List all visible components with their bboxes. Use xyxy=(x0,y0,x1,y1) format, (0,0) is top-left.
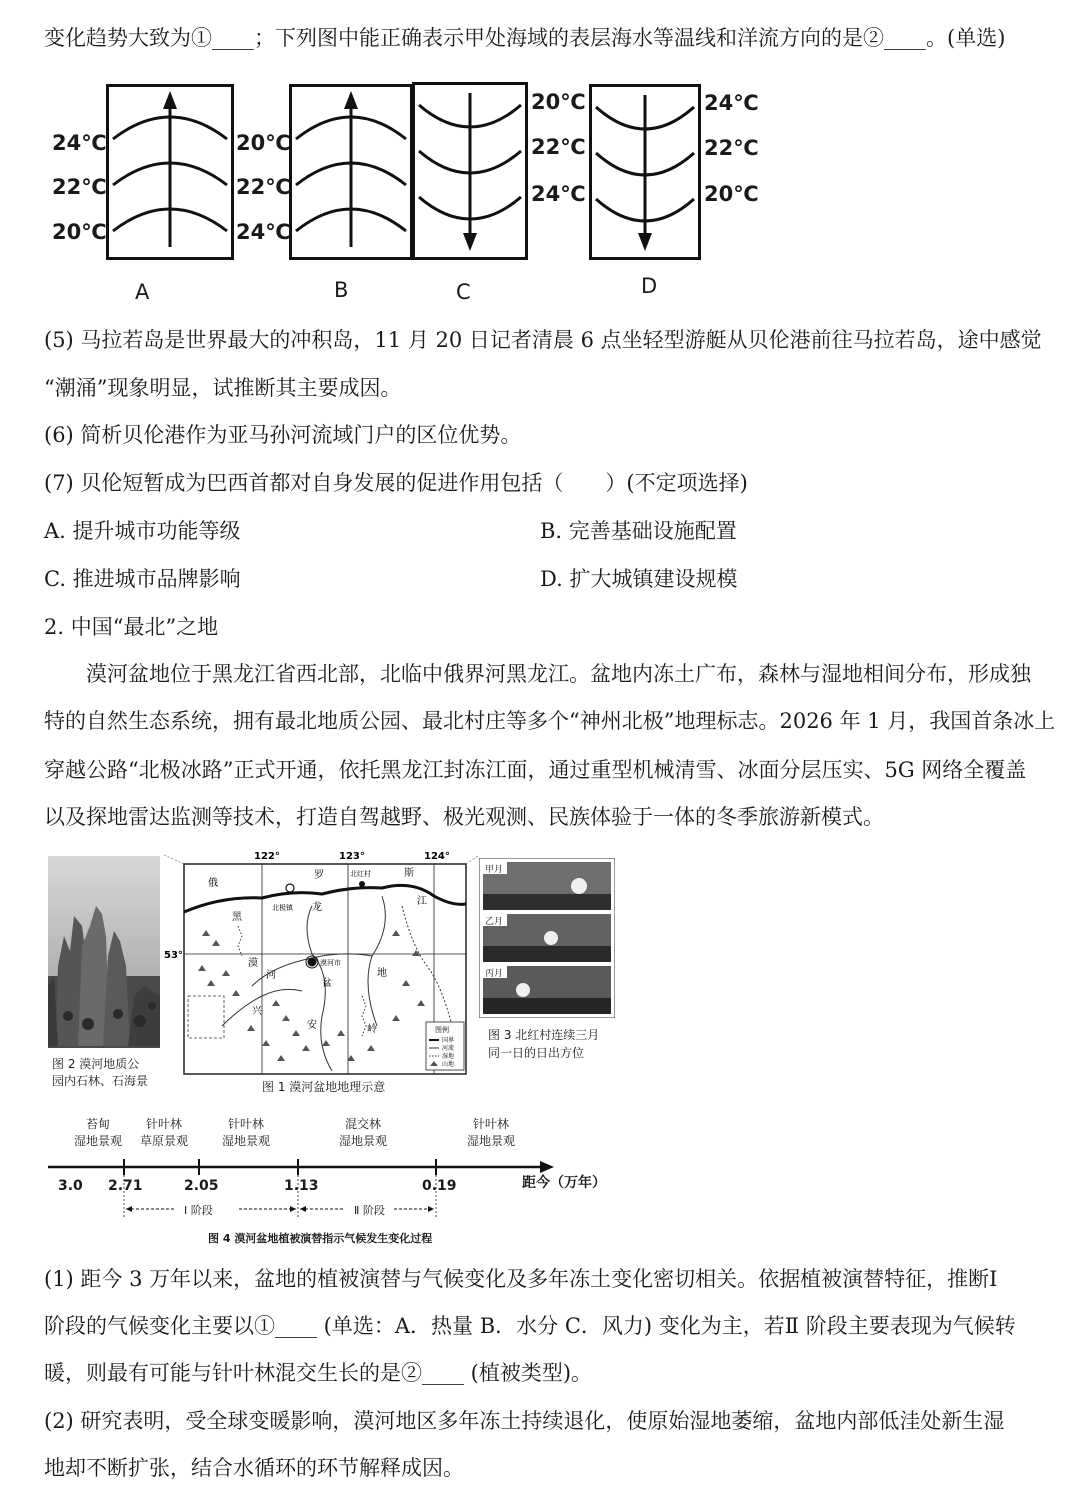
map-char-mo: 漠 xyxy=(248,958,258,969)
diagram-a-letter: A xyxy=(135,280,150,304)
diagram-b-label-3: 24℃ xyxy=(236,220,291,244)
map-char-di: 地 xyxy=(377,968,387,979)
map-legend-item-3: 湿地 xyxy=(442,1053,455,1060)
map-char-ling: 岭 xyxy=(367,1024,377,1035)
map-legend-item-2: 河流 xyxy=(442,1045,455,1052)
map-char-long: 龙 xyxy=(312,902,322,913)
fig1-caption: 图 1 漠河盆地地理示意 xyxy=(262,1080,386,1094)
sub-question-1-line-2: 阶段的气候变化主要以①____ (单选：A．热量 B．水分 C．风力) 变化为主，若Ⅱ 阶段主要表现为气候转 xyxy=(44,1314,1016,1338)
map-char-luo: 罗 xyxy=(314,870,324,881)
map-char-hei: 黑 xyxy=(232,912,242,923)
map-char-he: 河 xyxy=(266,970,276,981)
stage-1-l1: 苔甸 xyxy=(85,1117,110,1131)
question-line-1: 变化趋势大致为①____；下列图中能正确表示甲处海域的表层海水等温线和洋流方向的是②____。(单选) xyxy=(44,26,1006,50)
diagram-c-letter: C xyxy=(456,280,471,304)
diagram-a xyxy=(106,84,234,260)
tick-0-19: 0.19 xyxy=(422,1178,457,1194)
diagram-d-label-3: 20℃ xyxy=(704,182,759,206)
map-beihong-village: 北红村 xyxy=(350,870,371,878)
diagram-c-label-2: 22℃ xyxy=(531,135,586,159)
stone-forest-photo xyxy=(48,856,160,1048)
map-char-xing: 兴 xyxy=(252,1006,262,1017)
tick-2-05: 2.05 xyxy=(184,1178,219,1194)
mohe-basin-map xyxy=(162,846,478,1094)
diagram-d-letter: D xyxy=(641,274,658,298)
map-char-jiang: 江 xyxy=(417,896,427,907)
stage-2-l2: 草原景观 xyxy=(139,1134,188,1148)
option-c: C. 推进城市品牌影响 xyxy=(44,567,241,591)
diagram-b xyxy=(289,84,413,260)
map-char-pen: 盆 xyxy=(322,978,332,989)
sub-question-1-line-1: (1) 距今 3 万年以来，盆地的植被演替与气候变化及多年冻土变化密切相关。依据植被演替特征，推断Ⅰ xyxy=(44,1267,998,1291)
diagram-a-label-2: 22℃ xyxy=(52,175,107,199)
map-lon-124: 124° xyxy=(424,851,450,862)
diagram-c xyxy=(412,82,528,260)
map-char-e: 俄 xyxy=(208,878,218,889)
passage-line-1: 漠河盆地位于黑龙江省西北部，北临中俄界河黑龙江。盆地内冻土广布，森林与湿地相间分布，形成独 xyxy=(86,662,1031,686)
photo-label-yi: 乙月 xyxy=(485,917,504,927)
question-6: (6) 简析贝伦港作为亚马孙河流域门户的区位优势。 xyxy=(44,423,522,447)
diagram-d-label-2: 22℃ xyxy=(704,136,759,160)
diagram-b-label-1: 20℃ xyxy=(236,131,291,155)
stage-4-l1: 混交林 xyxy=(344,1117,381,1131)
map-lat-53: 53° xyxy=(164,950,183,961)
stage-5-l2: 湿地景观 xyxy=(466,1134,515,1148)
stage-1-l2: 湿地景观 xyxy=(73,1134,122,1148)
diagram-b-letter: B xyxy=(334,278,349,302)
passage-line-2: 特的自然生态系统，拥有最北地质公园、最北村庄等多个“神州北极”地理标志。2026 年 1 月，我国首条冰上 xyxy=(44,709,1056,733)
stage-2 xyxy=(134,1116,194,1150)
stage-1 xyxy=(68,1116,128,1150)
stage-3 xyxy=(216,1116,276,1150)
map-lon-122: 122° xyxy=(254,851,280,862)
question-7: (7) 贝伦短暂成为巴西首都对自身发展的促进作用包括（ ）(不定项选择) xyxy=(44,471,748,495)
stage-5 xyxy=(460,1116,522,1150)
option-d: D. 扩大城镇建设规模 xyxy=(540,567,738,591)
tick-1-13: 1.13 xyxy=(284,1178,319,1194)
fig2-caption-line-1: 图 2 漠河地质公 xyxy=(52,1057,140,1071)
phase-1-label: Ⅰ 阶段 xyxy=(184,1204,213,1217)
map-char-an: 安 xyxy=(307,1020,317,1031)
sunrise-photo-panel xyxy=(479,858,615,1018)
diagram-d xyxy=(589,84,701,260)
timeline-unit: 距今（万年） xyxy=(522,1175,606,1191)
stage-3-l1: 针叶林 xyxy=(227,1117,264,1131)
photo-label-bing: 丙月 xyxy=(485,969,504,979)
fig3-caption-line-2: 同一日的日出方位 xyxy=(488,1046,585,1060)
map-beiji-town: 北极镇 xyxy=(272,904,293,912)
sub-question-1-line-3: 暖，则最有可能与针叶林混交生长的是②____ (植被类型)。 xyxy=(44,1361,593,1385)
section-2-heading: 2. 中国“最北”之地 xyxy=(44,615,219,639)
fig3-caption xyxy=(488,1026,599,1062)
sunrise-photos xyxy=(479,858,615,1018)
stage-4-l2: 湿地景观 xyxy=(338,1134,387,1148)
sub-question-2-line-1: (2) 研究表明，受全球变暖影响，漠河地区多年冻土持续退化，使原始湿地萎缩，盆地内部低洼处新生湿 xyxy=(44,1409,1005,1433)
map-mohe-city: 漠河市 xyxy=(320,959,341,967)
option-a: A. 提升城市功能等级 xyxy=(44,519,241,543)
fig4-caption: 图 4 漠河盆地植被演替指示气候发生变化过程 xyxy=(208,1232,433,1245)
fig2-caption-line-2: 园内石林、石海景 xyxy=(52,1074,149,1088)
map-char-si: 斯 xyxy=(404,868,414,879)
map-legend-item-4: 山地 xyxy=(442,1061,455,1068)
photo-label-jia: 甲月 xyxy=(485,865,504,875)
diagram-c-label-3: 24℃ xyxy=(531,182,586,206)
sub-question-2-line-2: 地却不断扩张，结合水循环的环节解释成因。 xyxy=(44,1456,464,1480)
fig3-caption-line-1: 图 3 北红村连续三月 xyxy=(488,1028,600,1042)
question-5-line-1: (5) 马拉若岛是世界最大的冲积岛，11 月 20 日记者清晨 6 点坐轻型游艇从贝伦港前往马拉若岛，途中感觉 xyxy=(44,328,1042,352)
map-legend-title: 图例 xyxy=(435,1026,449,1034)
passage-line-4: 以及探地雷达监测等技术，打造自驾越野、极光观测、民族体验于一体的冬季旅游新模式。 xyxy=(44,805,884,829)
diagram-d-label-1: 24℃ xyxy=(704,91,759,115)
question-5-line-2: “潮涌”现象明显，试推断其主要成因。 xyxy=(44,376,402,400)
passage-line-3: 穿越公路“北极冰路”正式开通，依托黑龙江封冻江面，通过重型机械清雪、冰面分层压实、5G 网络全覆盖 xyxy=(44,758,1027,782)
tick-2-71: 2.71 xyxy=(108,1178,143,1194)
stage-4 xyxy=(332,1116,394,1150)
diagram-c-label-1: 20℃ xyxy=(531,90,586,114)
map-legend-item-1: 国界 xyxy=(442,1037,455,1044)
option-b: B. 完善基础设施配置 xyxy=(540,519,737,543)
map-lon-123: 123° xyxy=(339,851,365,862)
phase-2-label: Ⅱ 阶段 xyxy=(354,1204,385,1217)
diagram-a-label-3: 20℃ xyxy=(52,220,107,244)
stage-3-l2: 湿地景观 xyxy=(221,1134,270,1148)
diagram-b-label-2: 22℃ xyxy=(236,175,291,199)
diagram-a-label-1: 24℃ xyxy=(52,131,107,155)
fig2-caption xyxy=(52,1056,148,1090)
tick-3-0: 3.0 xyxy=(58,1178,83,1194)
stage-5-l1: 针叶林 xyxy=(472,1117,509,1131)
stage-2-l1: 针叶林 xyxy=(145,1117,182,1131)
